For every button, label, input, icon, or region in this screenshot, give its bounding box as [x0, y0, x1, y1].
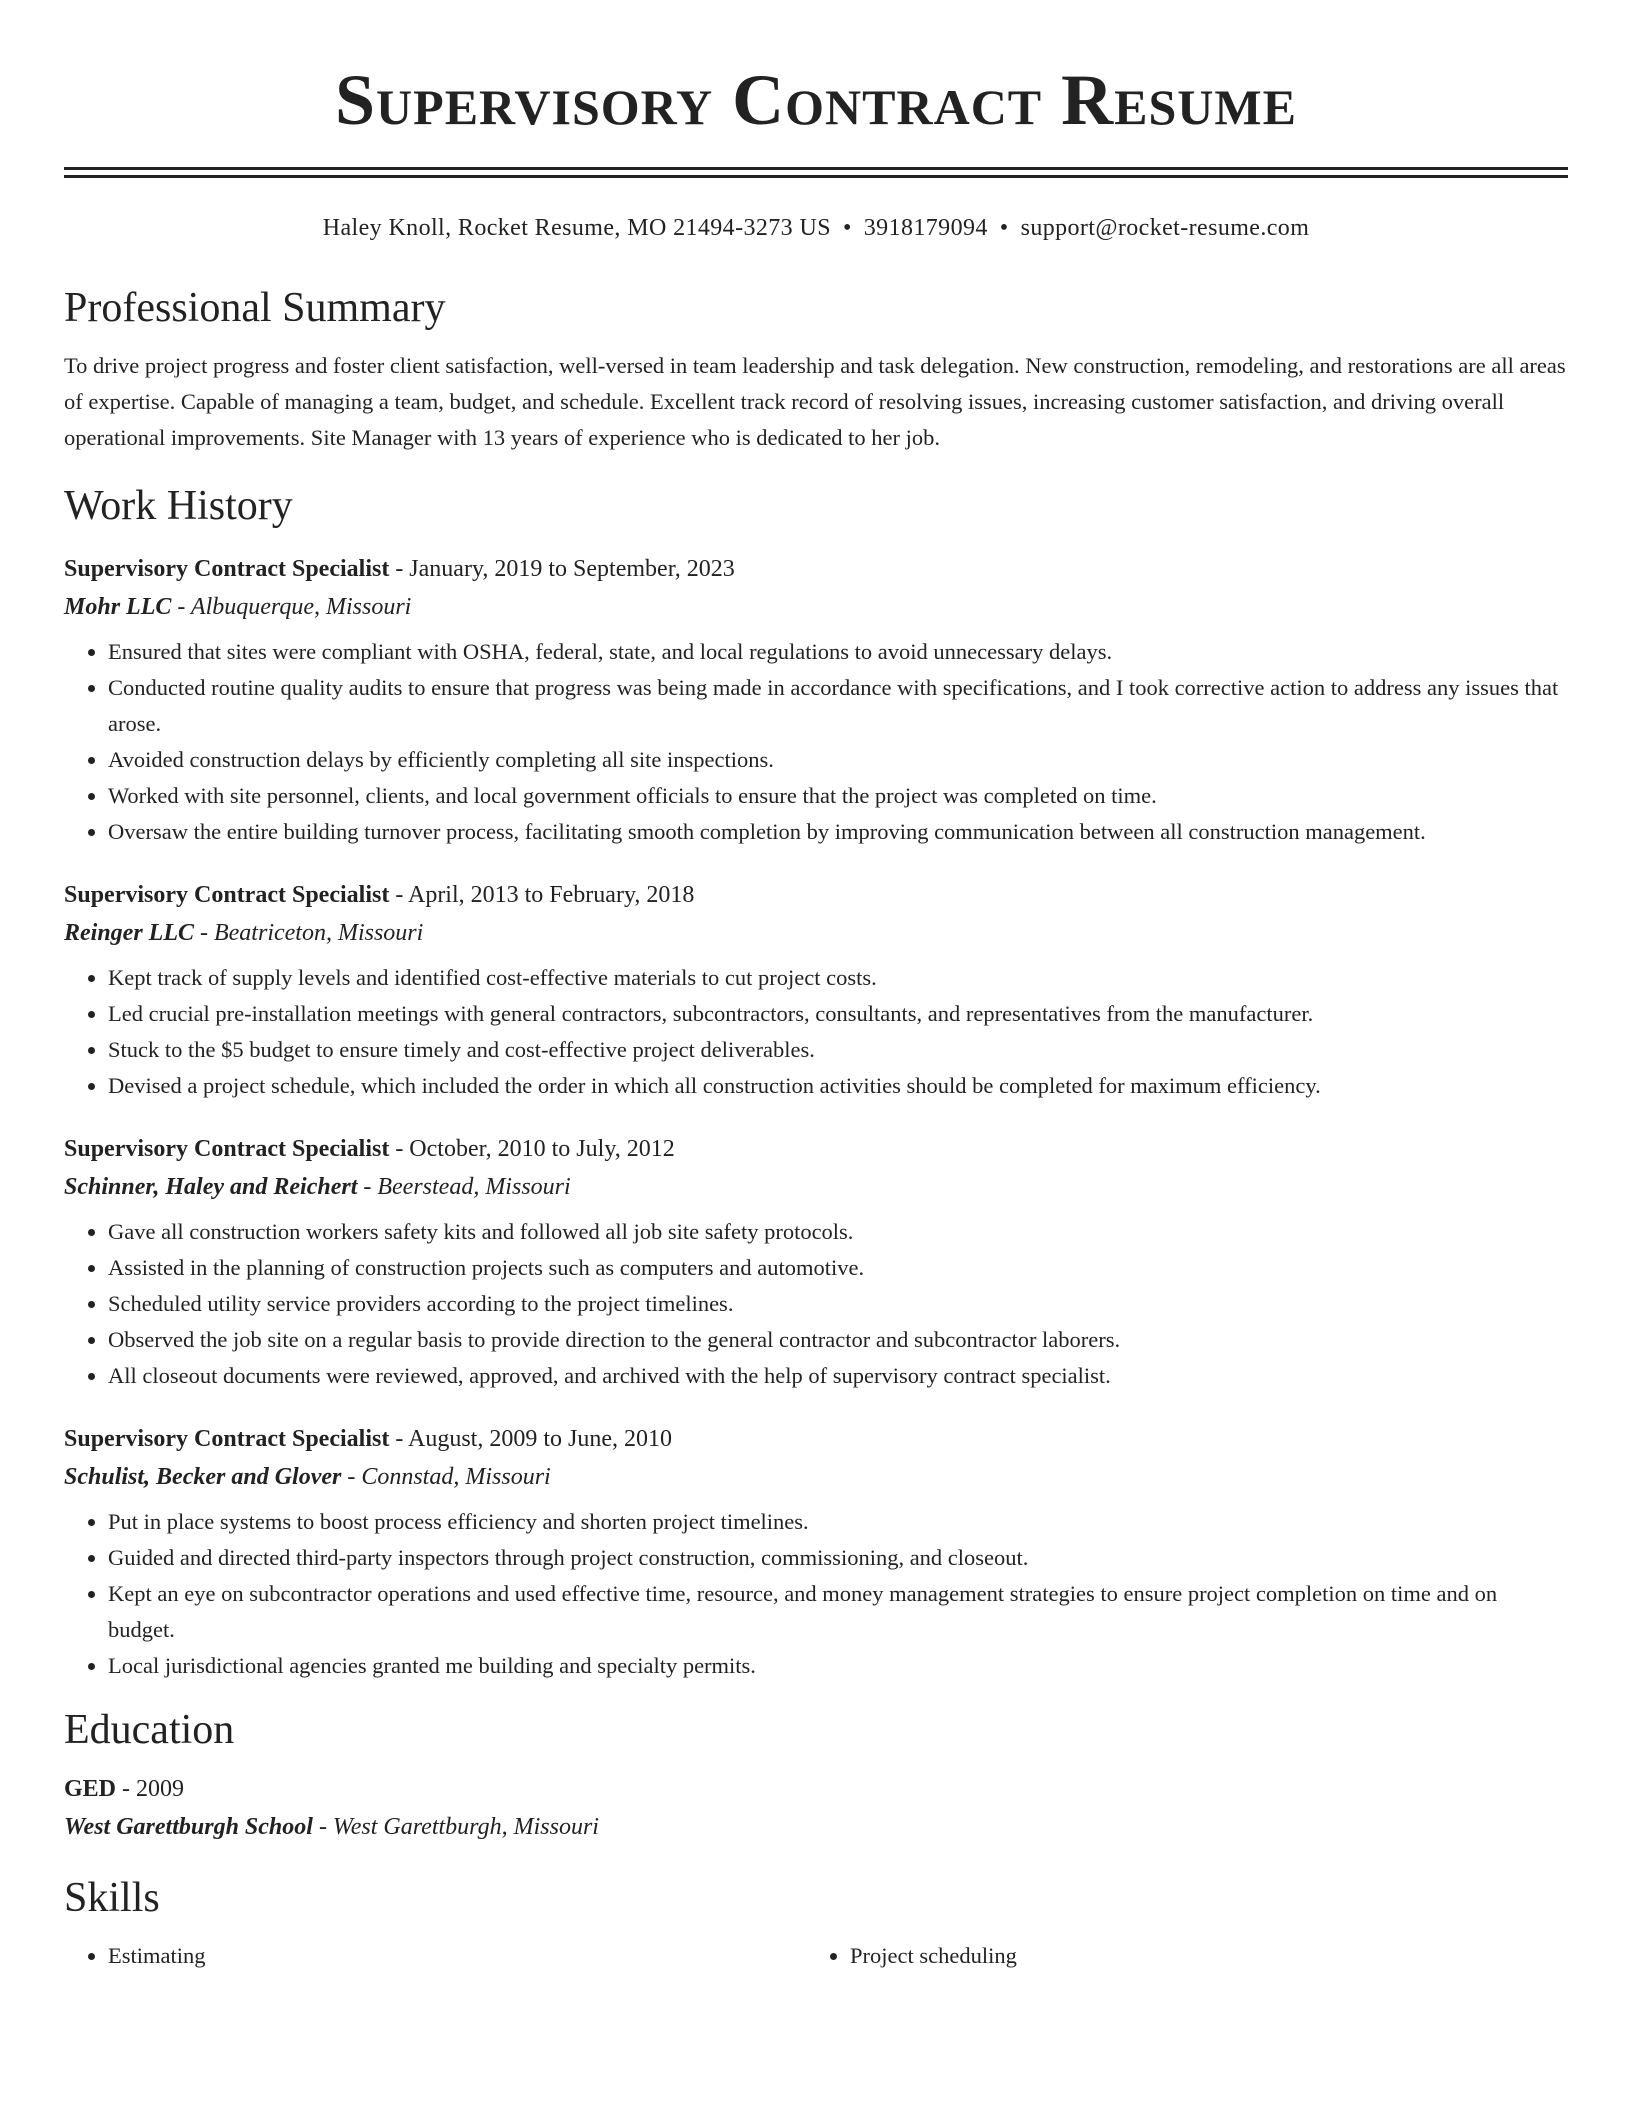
job-title-line: [64, 550, 1568, 588]
education-degree: GED: [64, 1776, 117, 1802]
education-year: - 2009: [116, 1776, 185, 1802]
job-title-line: [64, 876, 1568, 914]
education-heading: Education: [64, 1707, 235, 1753]
summary-heading: Professional Summary: [64, 285, 446, 331]
contact-line: [64, 212, 1568, 244]
job-company: Mohr LLC: [64, 594, 172, 620]
job-company-line: [64, 1458, 1568, 1496]
job-company-line: [64, 588, 1568, 626]
job-title: Supervisory Contract Specialist: [64, 882, 390, 908]
list-item: • Kept an eye on subcontractor operations and used effective time, resource, and money management strategies to ensure project completion on time and on budget.: [108, 1576, 1568, 1648]
resume-page: [64, 0, 1568, 1974]
list-item: • Avoided construction delays by efficiently completing all site inspections.: [108, 742, 1568, 778]
list-item: • Observed the job site on a regular basis to provide direction to the general contractor and subcontractor laborers.: [108, 1322, 1568, 1358]
contact-separator: •: [999, 215, 1009, 241]
skill-item: • Project scheduling: [850, 1938, 1548, 1974]
title-divider: [64, 167, 1568, 178]
job-title-line: [64, 1420, 1568, 1458]
list-item: • Stuck to the $5 budget to ensure timely and cost-effective project deliverables.: [108, 1032, 1568, 1068]
job-location: - Albuquerque, Missouri: [171, 594, 412, 620]
list-item: • Assisted in the planning of construction projects such as computers and automotive.: [108, 1250, 1568, 1286]
contact-address: Haley Knoll, Rocket Resume, MO 21494-3273 US: [322, 215, 831, 241]
job-company-line: [64, 914, 1568, 952]
skills-heading: Skills: [64, 1875, 160, 1921]
list-item: • Local jurisdictional agencies granted me building and specialty permits.: [108, 1648, 1568, 1684]
skills-column-left: [64, 1938, 806, 1974]
job-bullets: [64, 1504, 1568, 1684]
list-item: • Worked with site personnel, clients, and local government officials to ensure that the project was completed on time.: [108, 778, 1568, 814]
job-company-line: [64, 1168, 1568, 1206]
job-title-line: [64, 1130, 1568, 1168]
job-entry: [64, 876, 1568, 1104]
education-entry: [64, 1770, 1568, 1846]
contact-phone: 3918179094: [863, 215, 988, 241]
education-school: West Garettburgh School: [64, 1814, 313, 1840]
job-company: Schinner, Haley and Reichert: [64, 1174, 358, 1200]
job-bullets: [64, 1214, 1568, 1394]
list-item: • Devised a project schedule, which included the order in which all construction activities should be completed for maximum efficiency.: [108, 1068, 1568, 1104]
list-item: • All closeout documents were reviewed, approved, and archived with the help of supervisory contract specialist.: [108, 1358, 1568, 1394]
job-entry: [64, 550, 1568, 850]
skills-column-right: [806, 1938, 1548, 1974]
job-bullets: [64, 634, 1568, 850]
job-company: Reinger LLC: [64, 920, 194, 946]
list-item: • Guided and directed third-party inspectors through project construction, commissioning, and closeout.: [108, 1540, 1568, 1576]
skill-item: • Estimating: [108, 1938, 806, 1974]
job-title: Supervisory Contract Specialist: [64, 556, 390, 582]
job-company: Schulist, Becker and Glover: [64, 1464, 342, 1490]
list-item: • Scheduled utility service providers according to the project timelines.: [108, 1286, 1568, 1322]
list-item: • Conducted routine quality audits to ensure that progress was being made in accordance with specifications, and I took corrective action to address any issues that arose.: [108, 670, 1568, 742]
job-entry: [64, 1420, 1568, 1684]
work-history-heading: Work History: [64, 483, 293, 529]
skills-list: [806, 1938, 1548, 1974]
list-item: • Ensured that sites were compliant with OSHA, federal, state, and local regulations to avoid unnecessary delays.: [108, 634, 1568, 670]
skills-grid: [64, 1938, 1568, 1974]
list-item: • Led crucial pre-installation meetings with general contractors, subcontractors, consultants, and representatives from the manufacturer.: [108, 996, 1568, 1032]
page-title: Supervisory Contract Resume: [335, 60, 1297, 140]
job-location: - Beatriceton, Missouri: [194, 920, 424, 946]
contact-separator: •: [842, 215, 852, 241]
education-location: - West Garettburgh, Missouri: [312, 1814, 599, 1840]
job-title: Supervisory Contract Specialist: [64, 1136, 390, 1162]
job-dates: - August, 2009 to June, 2010: [389, 1426, 672, 1452]
job-dates: - October, 2010 to July, 2012: [389, 1136, 675, 1162]
list-item: • Kept track of supply levels and identified cost-effective materials to cut project costs.: [108, 960, 1568, 996]
job-dates: - January, 2019 to September, 2023: [389, 556, 735, 582]
job-entry: [64, 1130, 1568, 1394]
job-bullets: [64, 960, 1568, 1104]
job-location: - Connstad, Missouri: [341, 1464, 551, 1490]
education-degree-line: [64, 1770, 1568, 1808]
job-title: Supervisory Contract Specialist: [64, 1426, 390, 1452]
job-dates: - April, 2013 to February, 2018: [389, 882, 695, 908]
summary-text: To drive project progress and foster client satisfaction, well-versed in team leadership and task delegation. New construction, remodeling, and restorations are all areas of expertise. Capable of managing a team, budget, and schedule. Excellent track record of resolving issues, increasing customer satisfaction, and driving overall operational improvements. Site Manager with 13 years of experience who is dedicated to her job.: [64, 353, 1566, 450]
list-item: • Put in place systems to boost process efficiency and shorten project timelines.: [108, 1504, 1568, 1540]
job-location: - Beerstead, Missouri: [357, 1174, 571, 1200]
list-item: • Oversaw the entire building turnover process, facilitating smooth completion by improving communication between all construction management.: [108, 814, 1568, 850]
education-school-line: [64, 1808, 1568, 1846]
skills-list: [64, 1938, 806, 1974]
list-item: • Gave all construction workers safety kits and followed all job site safety protocols.: [108, 1214, 1568, 1250]
contact-email: support@rocket-resume.com: [1020, 215, 1310, 241]
